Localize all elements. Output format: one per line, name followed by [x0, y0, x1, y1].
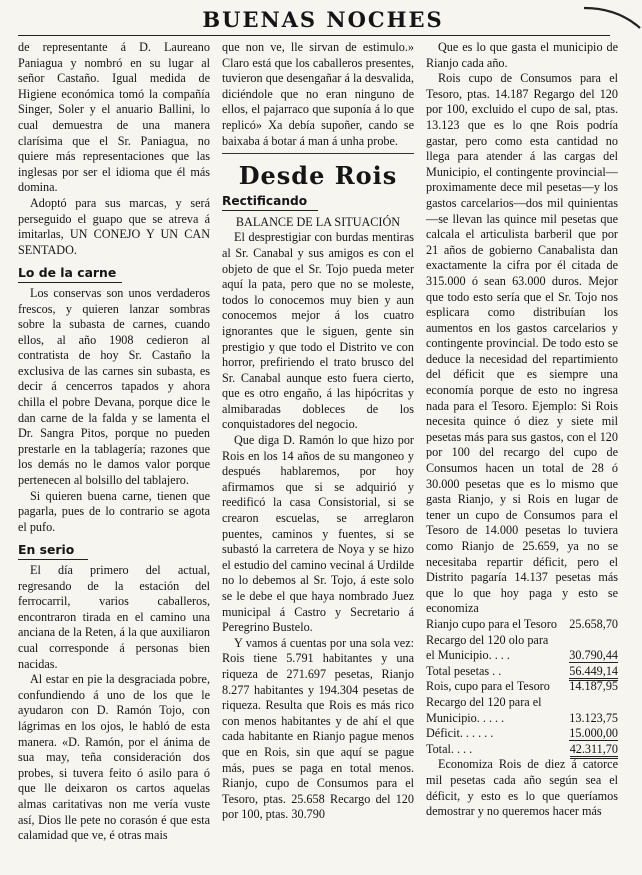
- ledger-row: [426, 695, 618, 711]
- paragraph: El día primero del actual, regresando de la estación del ferrocarril, varios caballeros, encontraron tirada en el camino una anciana de la Reten, á la que auxiliaron cual corresponde á personas bien nacidas.: [18, 563, 210, 671]
- paragraph: Economiza Rois de diez á catorce mil pesetas cada año según sea el déficit, y esto es lo que queríamos demostrar y no queremos hacer más: [426, 757, 618, 819]
- paragraph: Que es lo que gasta el municipio de Rianjo cada año.: [426, 40, 618, 70]
- masthead-swash-ornament: [582, 2, 642, 32]
- ledger-label: Total. . . .: [426, 741, 473, 756]
- ledger-amount: 15.000,00: [569, 726, 618, 741]
- paragraph: Y vamos á cuentas por una sola vez: Rois tiene 5.791 habitantes y una riqueza de 271.697 pesetas, Rianjo 8.277 habitantes y 194.304 pesetas de riqueza. Resulta que Rois es más rico con menos habitantes y de ahí el que cada habitante en Rianjo pague menos que en Rois, sin que aquí se pague más, pues se paga en total menos. Rianjo, cupo de Consumos para el Tesoro, ptas. 25.658 Recargo del 120 por 100, ptas. 30.790: [222, 635, 414, 822]
- ledger-amount: [566, 633, 618, 649]
- ledger-row: [426, 679, 618, 695]
- ledger-label: Rois, cupo para el Tesoro: [426, 679, 550, 694]
- ledger-label: Recargo del 120 olo para: [426, 632, 549, 647]
- column-2: [222, 40, 414, 844]
- masthead-rule: [18, 35, 610, 36]
- ledger-label: Municipio. . . . .: [426, 710, 505, 725]
- paragraph: Al estar en pie la desgraciada pobre, confundiendo á uno de los que le ayudaron con D. Ramón Tojo, con lágrimas en los ojos, le habló de esta manera. «D. Ramón, por el ánima de sua may, teña consideración dos probes, si tuvera feito ó asilo para ó que lle deixaron os cartos aquelas almas caritativas non me vería vuste así, Dios lle pete no corasón é que esta calamidad que ve, é otras mais: [18, 672, 210, 843]
- paragraph: Adoptó para sus marcas, y será perseguido el guapo que se atreva á imitarlas, UN CONEJO Y UN CAN SENTADO.: [18, 195, 210, 257]
- ledger-label: el Municipio. . . .: [426, 648, 510, 663]
- paragraph: Si quieren buena carne, tienen que pagarla, pues de lo contrario se agota el pufo.: [18, 488, 210, 534]
- ledger-row: [426, 648, 618, 664]
- ledger-row: [426, 711, 618, 727]
- ledger-amount: 25.658,70: [569, 616, 618, 631]
- budget-ledger: [426, 617, 618, 757]
- ledger-amount: 13.123,75: [569, 710, 618, 725]
- ledger-row: [426, 633, 618, 649]
- article-heading-desde-rois: Desde Rois: [238, 161, 398, 191]
- ledger-label: Total pesetas . .: [426, 663, 502, 678]
- section-heading-en-serio: En serio: [18, 542, 88, 560]
- ledger-amount: 30.790,44: [569, 648, 618, 663]
- ledger-row: [426, 617, 618, 633]
- column-1: [18, 40, 210, 844]
- ledger-row: [426, 742, 618, 758]
- paragraph: Que diga D. Ramón lo que hizo por Rois en los 14 años de su mangoneo y después hablaremos, por hoy afirmamos que si se adquirió y reedificó la casa Consistorial, si se crearon escuelas, se arreglaron puentes, caminos y fuentes, si se subastó la carretera de Noya y se hizo el estudio del camino vecinal á Urdilde no lo debemos al Sr. Tojo, á este solo se le debe el que haya nombrado Juez municipal á Castro y Secretario á Peregrino Bustelo.: [222, 433, 414, 635]
- ledger-label: Déficit. . . . . .: [426, 726, 494, 741]
- ledger-amount: 56.449,14: [566, 664, 618, 680]
- ledger-label: Rianjo cupo para el Tesoro: [426, 616, 557, 631]
- ledger-row: [426, 664, 618, 680]
- ledger-row: [426, 726, 618, 742]
- masthead-title: BUENAS NOCHES: [202, 7, 444, 32]
- paragraph: Los conservas son unos verdaderos frescos, y quieren lanzar sombras sobre la subasta de carnes, cuando ellos, al año 1908 cedieron al contratista de hoy Sr. Castaño la exclusiva de las carnes sin subasta, es decir á cencerros tapados y ahora chilla el pobre Devana, porque dice le dan carne de la falda y se lamenta el Dr. Sangra Pitos, porque no pueden prestarle en la tablagería; razones que los demás no le damos valor porque pertenecen al bolsillo del tablajero.: [18, 285, 210, 488]
- paragraph: El desprestigiar con burdas mentiras al Sr. Canabal y sus amigos es con el objeto de que el Sr. Tojo pueda meter aquí la pata, pero que no se moleste, todos lo conocemos muy bien y aun conocemos mejor á los cuatro ignorantes que le siguen, gente sin prestigio y que todo el Distrito ve con horror, prefiriendo el trato brusco del Sr. Canabal aunque esto fuera cierto, que es otro engaño, á las hipócritas y almibaradas dobleces de los conquistadores del negocio.: [222, 230, 414, 432]
- ledger-label: Recargo del 120 para el: [426, 694, 542, 709]
- article-columns: [18, 40, 628, 844]
- ledger-amount: [566, 695, 618, 711]
- divider: [222, 153, 414, 154]
- masthead: [18, 6, 628, 40]
- section-heading-carne: Lo de la carne: [18, 265, 122, 283]
- paragraph: de representante á D. Laureano Paniagua y nombró en su lugar al señor Castaño. Igual medida de Higiene económica tomó la compañía Singer, Soler y el anuario Ballini, lo cual demuestra de una manera clarísima que el Sr. Paniagua, no quiere más representaciones que las inglesas por ser el idioma que él más domina.: [18, 40, 210, 195]
- paragraph: Rois cupo de Consumos para el Tesoro, ptas. 14.187 Regargo del 120 por 100, excluido el cupo de sal, ptas. 13.123 que es lo qne Rois podría gastar, pero como esta cantidad no llega para atender á las cargas del Municipio, el contingente provincial—proximamente dece mil pesetas—y los gastos carcelarios—dos mil quinientas—se llevan las quince mil pesetas que calcala el articulista barberil que por 21 años de gobierno Canabalista dan exactamente la cifra por él citada de 315.000 ó sean 63.000 duros. Mejor que todo esto sería que el Sr. Tojo nos esplicara como distribuían los aumentos en los gastos carcelarios y contingente provincial. De todo esto se deduce la necesidad del repartimiento del déficit que es siempre una economía porque de esto no ingresa nada para el Tesoro. Ejemplo: Si Rois necesita quince ó diez y siete mil pesetas más para sus gastos, con el 120 por 100 del recargo del cupo de Consumos hacen un total de 28 ó 30.000 pesetas que es lo mismo que gasta Rianjo, y si Rois en lugar de tener un cupo de Consumos para el Tesoro de 14.000 pesetas lo tuviera como Rianjo de 25.659, ya no se necesitaba repartir déficit, pero el Distrito pagaría 14.137 pesetas más que lo que hoy paga y esto se economiza: [426, 71, 618, 616]
- article-kicker: BALANCE DE LA SITUACIÓN: [235, 214, 401, 229]
- ledger-amount: 14.187,95: [569, 679, 618, 694]
- subheading-rectificando: Rectificando: [222, 194, 318, 211]
- column-3: [426, 40, 618, 844]
- paragraph: que non ve, lle sirvan de estimulo.» Claro está que los caballeros presentes, tuvieron que desengañar á la desvalida, diciéndole que no eran ninguno de ellos, el pajarraco que suponía á lo que replicó» Xa debía supoñer, cando se baixaba á botar á man á unha probe.: [222, 40, 414, 148]
- ledger-amount: 42.311,70: [566, 742, 618, 758]
